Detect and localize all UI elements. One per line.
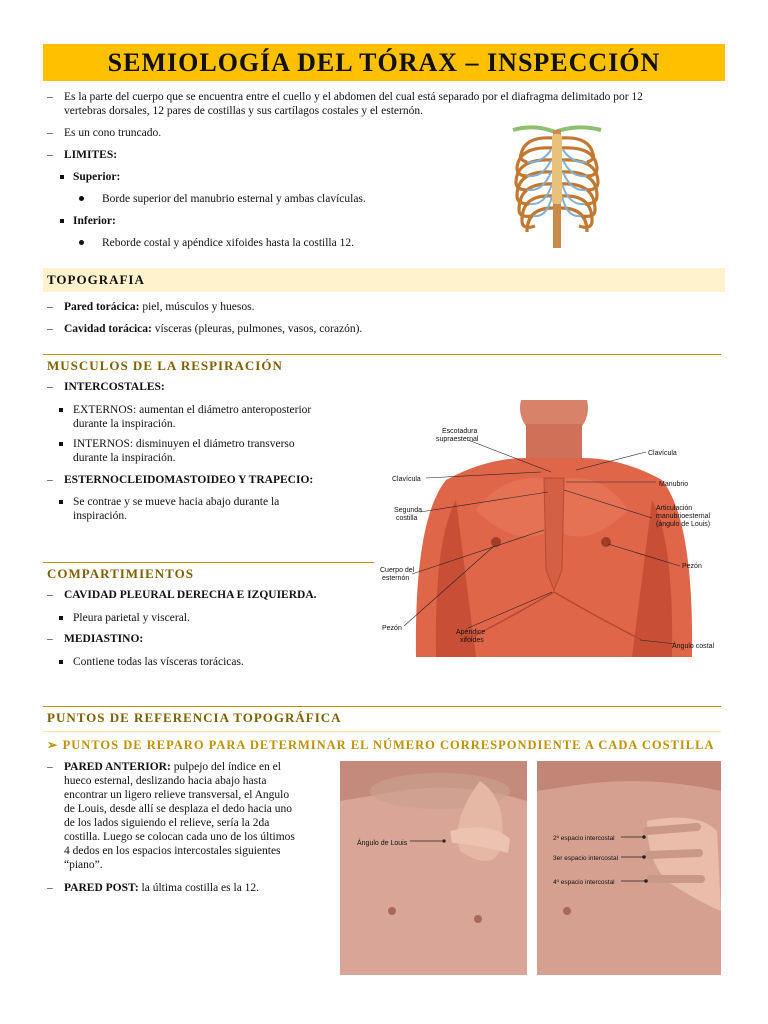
label-costilla: costilla <box>396 515 418 522</box>
label-xifoides: xifoides <box>460 637 484 644</box>
intro-text <box>64 90 724 118</box>
section-rule <box>43 354 721 355</box>
ecm-text <box>73 495 279 523</box>
square-bullet <box>59 408 63 412</box>
label-pezon-left: Pezón <box>682 563 702 570</box>
externos-text <box>73 403 311 431</box>
puntos-heading: PUNTOS DE REFERENCIA TOPOGRÁFICA <box>47 710 342 725</box>
pared-text: piel, músculos y huesos. <box>139 301 255 313</box>
inferior-text: Reborde costal y apéndice xifoides hasta la costilla 12. <box>102 237 354 249</box>
chest-photo-intercostal <box>537 761 721 975</box>
label-manubrioesternal: manubrioesternal <box>656 513 711 520</box>
arrow-icon: ➢ <box>47 738 63 752</box>
dash-bullet: – <box>47 474 53 486</box>
pared-post <box>64 881 259 895</box>
compartimientos-heading: COMPARTIMIENTOS <box>47 566 194 581</box>
label-angulo-costal: Ángulo costal <box>672 643 715 650</box>
square-bullet <box>60 175 64 179</box>
externos-line-1: EXTERNOS: aumentan el diámetro anteroposterior <box>73 404 312 416</box>
label-pezon-right: Pezón <box>382 625 402 632</box>
torso-diagram <box>376 400 721 657</box>
dash-bullet: – <box>47 882 53 894</box>
internos-line-1: INTERNOS: disminuyen el diámetro transverso <box>73 438 295 450</box>
internos-line-2: durante la inspiración. <box>73 452 176 464</box>
section-rule <box>43 706 721 707</box>
superior-text: Borde superior del manubrio esternal y ambas clavículas. <box>102 193 366 205</box>
intro-line-1: Es la parte del cuerpo que se encuentra entre el cuello y el abdomen del cual está separado por el diafragma delimitado por 12 <box>64 91 643 103</box>
page-title: SEMIOLOGÍA DEL TÓRAX – INSPECCIÓN <box>107 47 661 77</box>
dash-bullet: – <box>47 633 53 645</box>
label-clavicula-left: Clavícula <box>648 450 677 457</box>
superior-label: Superior: <box>73 171 121 183</box>
inferior-label: Inferior: <box>73 215 116 227</box>
anterior-line-2: hueco esternal, deslizando hacia abajo hasta <box>64 775 267 787</box>
pared-anterior <box>64 760 334 872</box>
square-bullet <box>59 616 63 620</box>
cavidad-toracica <box>64 322 362 336</box>
dot-bullet <box>79 196 84 201</box>
label-4-espacio: 4º espacio intercostal <box>553 879 615 886</box>
anterior-line-4: de Louis, desde allí se desplaza el dedo hacia uno <box>64 803 293 815</box>
dash-bullet: – <box>47 761 53 773</box>
chest-photo-louis <box>340 761 527 975</box>
label-articulacion: Articulación <box>656 505 693 512</box>
dash-bullet: – <box>47 127 53 139</box>
label-cuerpo: Cuerpo del <box>380 567 415 574</box>
puntos-subheading <box>47 737 714 753</box>
topografia-heading: TOPOGRAFIA <box>47 272 145 287</box>
mediastino-text: Contiene todas las vísceras torácicas. <box>73 656 244 668</box>
label-3-espacio: 3er espacio intercostal <box>553 855 619 862</box>
title-bar <box>43 44 725 81</box>
label-segunda: Segunda <box>394 507 423 514</box>
dash-bullet: – <box>47 91 53 103</box>
limits-label: LIMITES: <box>64 149 118 161</box>
ecm-line-2: inspiración. <box>73 510 127 522</box>
square-bullet <box>59 660 63 664</box>
anterior-line-1: pulpejo del índice en el <box>170 761 281 773</box>
post-label: PARED POST: <box>64 882 139 894</box>
pared-toracica <box>64 300 254 314</box>
square-bullet <box>59 442 63 446</box>
internos-text <box>73 437 295 465</box>
dot-bullet <box>79 240 84 245</box>
cavidad-text: vísceras (pleuras, pulmones, vasos, corazón). <box>151 323 363 335</box>
square-bullet <box>60 219 64 223</box>
puntos-subheading-text: PUNTOS DE REPARO PARA DETERMINAR EL NÚMERO CORRESPONDIENTE A CADA COSTILLA <box>62 738 715 752</box>
intercostales-label: INTERCOSTALES: <box>64 381 165 393</box>
topografia-band <box>43 268 725 292</box>
cone-text: Es un cono truncado. <box>64 127 162 139</box>
label-angulo-louis: (ángulo de Louis) <box>656 521 711 528</box>
square-bullet <box>59 500 63 504</box>
anterior-line-8: “piano”. <box>64 859 103 871</box>
cavidad-pleural-text: Pleura parietal y visceral. <box>73 612 190 624</box>
label-apendice: Apéndice <box>456 629 486 636</box>
label-manubrio: Manubrio <box>659 481 689 488</box>
label-escotadura: Escotadura <box>442 428 478 435</box>
dash-bullet: – <box>47 381 53 393</box>
label-clavicula-right: Clavícula <box>392 476 421 483</box>
section-rule-light <box>43 731 721 732</box>
mediastino-label: MEDIASTINO: <box>64 633 144 645</box>
post-text: la última costilla es la 12. <box>138 882 260 894</box>
anterior-line-7: 4 dedos en los espacios intercostales siguientes <box>64 845 281 857</box>
dash-bullet: – <box>47 589 53 601</box>
dash-bullet: – <box>47 149 53 161</box>
anterior-line-6: costilla. Luego se colocan cada uno de los últimos <box>64 831 295 843</box>
cavidad-label: Cavidad torácica: <box>64 323 152 335</box>
intro-line-2: vertebras dorsales, 12 pares de costillas y sus cartílagos costales y el esternón. <box>64 105 423 117</box>
label-esternon: esternón <box>382 575 410 582</box>
section-rule <box>43 562 374 563</box>
ecm-label: ESTERNOCLEIDOMASTOIDEO Y TRAPECIO: <box>64 474 314 486</box>
musculos-heading: MUSCULOS DE LA RESPIRACIÓN <box>47 358 283 373</box>
cavidad-pleural-label: CAVIDAD PLEURAL DERECHA E IZQUIERDA. <box>64 589 317 601</box>
label-angulo-de-louis: Ángulo de Louis <box>357 840 408 847</box>
externos-line-2: durante la inspiración. <box>73 418 176 430</box>
label-supraesternal: supraesternal <box>436 436 479 443</box>
anterior-line-5: de los lados siguiendo el relieve, sería la 2da <box>64 817 270 829</box>
anterior-line-3: encontrar un ligero relieve transversal, el Angulo <box>64 789 290 801</box>
pared-label: Pared torácica: <box>64 301 140 313</box>
rib-cage-image <box>505 120 609 253</box>
dash-bullet: – <box>47 323 53 335</box>
dash-bullet: – <box>47 301 53 313</box>
ecm-line-1: Se contrae y se mueve hacia abajo durante la <box>73 496 280 508</box>
anterior-label: PARED ANTERIOR: <box>64 761 171 773</box>
label-2-espacio: 2º espacio intercostal <box>553 835 615 842</box>
